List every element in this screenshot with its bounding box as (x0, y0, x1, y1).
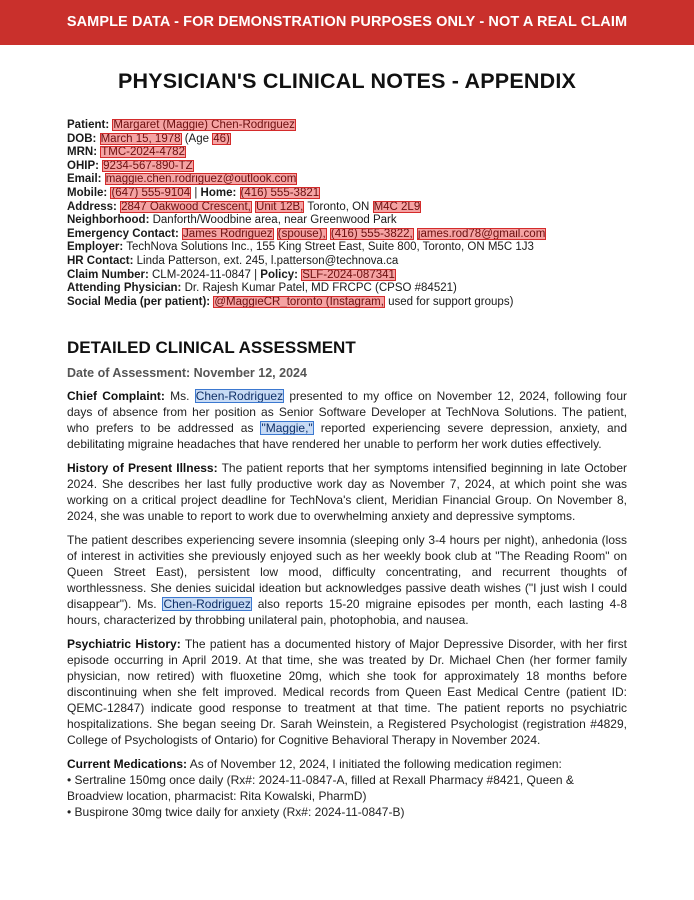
separator: | (254, 268, 258, 281)
redacted-patient-name: Margaret (Maggie) Chen-Rodriguez (113, 119, 295, 131)
mrn-label: MRN: (67, 146, 98, 159)
separator: | (194, 186, 198, 199)
medication-item: • Sertraline 150mg once daily (Rx#: 2024-11-0847-A, filled at Rexall Pharmacy #8421, Queen & Broadview location, pharmacist: Rita Kowalski, PharmD) (67, 773, 574, 804)
redacted-postal-code: M4C 2L9 (373, 200, 421, 213)
redacted-policy: SLF-2024-087341 (302, 268, 395, 281)
patient-label: Patient: (67, 119, 110, 131)
hr-label: HR Contact: (67, 254, 134, 267)
assessment-date: Date of Assessment: November 12, 2024 (67, 366, 307, 381)
home-label: Home: (200, 186, 237, 199)
mrn-row (67, 146, 627, 160)
email-row (67, 173, 627, 187)
age-prefix: (Age (184, 132, 210, 145)
claim-row (67, 269, 627, 283)
redacted-mrn: TMC-2024-4782 (101, 146, 185, 159)
redacted-dob: March 15, 1978 (100, 132, 181, 145)
text: also reports 15-20 migraine episodes per month, each lasting 4-8 hours, characterized by throbbing unilateral pain, photophobia, and nausea. (67, 597, 627, 628)
medications-label: Current Medications: (67, 757, 188, 772)
address-label: Address: (67, 200, 117, 213)
document-page (0, 69, 694, 820)
psychiatric-history-label: Psychiatric History: (67, 637, 181, 652)
social-suffix: used for support groups) (388, 295, 514, 308)
text: reported experiencing severe depression, anxiety, and debilitating migraine headaches that have rendered her unable to perform her work duties effectively. (67, 421, 628, 452)
text: The patient reports that her symptoms intensified beginning in late October 2024. She describes her last fully productive work day as November 7, 2024, at which point she was working on a critical project deadline for TechNova's client, Meridian Financial Group. On November 8, 2024, she was unable to report to work due to overwhelming anxiety and depressive symptoms. (67, 461, 628, 524)
ohip-label: OHIP: (67, 159, 99, 172)
redacted-mobile: (647) 555-9104 (111, 186, 191, 199)
symptoms-paragraph (67, 532, 627, 628)
city: Toronto, ON (307, 200, 370, 213)
employer-value: TechNova Solutions Inc., 155 King Street East, Suite 800, Toronto, ON M5C 1J3 (126, 241, 534, 254)
neighborhood-row (67, 214, 627, 228)
attending-label: Attending Physician: (67, 282, 182, 295)
patient-row (67, 119, 627, 133)
chief-complaint-paragraph (67, 388, 627, 452)
neighborhood-value: Danforth/Woodbine area, near Greenwood Park (152, 214, 397, 227)
document-title: PHYSICIAN'S CLINICAL NOTES - APPENDIX (117, 69, 577, 93)
hr-contact-row (67, 255, 627, 269)
redacted-ohip: 9234-567-890-TZ (103, 159, 193, 172)
hpi-paragraph (67, 460, 627, 524)
text: presented to my office on November 12, 2024, following four days of absence from her position as Senior Software Developer at TechNova Solutions. The patient, who prefers to be addressed as (67, 389, 627, 436)
text: The patient has a documented history of Major Depressive Disorder, with her first episode occurring in April 2019. At that time, she was treated by Dr. Michael Chen (her former family physician, now retired) with fluoxetine 20mg, which she took for approximately 18 months before discontinuing when she felt improved. Medical records from Queen East Medical Centre (patient ID: QEMC-12847) indicate good response to treatment at that time. The patient reports no psychiatric hospitalizations. She began seeing Dr. Sarah Weinstein, a Registered Psychologist (registration #4829, College of Psychologists of Ontario) for Cognitive Behavioral Therapy in November 2024. (67, 637, 627, 748)
text: The patient describes experiencing severe insomnia (sleeping only 3-4 hours per night), anhedonia (loss of interest in activities she previously enjoyed such as her weekly book club at "The Reading Room" on Queen Street East), persistent low mood, difficulty concentrating, and recurrent thoughts of worthlessness. She denies suicidal ideation but acknowledges passive death wishes ("I just wish I could disappear"). Ms. (67, 533, 627, 612)
emergency-label: Emergency Contact: (67, 227, 179, 240)
social-label: Social Media (per patient): (67, 295, 211, 308)
redacted-ec-phone: (416) 555-3822, (330, 227, 413, 240)
phone-row (67, 187, 627, 201)
redacted-street: 2847 Oakwood Crescent, (121, 200, 251, 213)
hr-value: Linda Patterson, ext. 245, l.patterson@technova.ca (136, 254, 399, 267)
dob-row (67, 133, 627, 147)
social-media-row (67, 296, 627, 310)
medication-item: • Buspirone 30mg twice daily for anxiety (Rx#: 2024-11-0847-B) (67, 805, 405, 820)
text: Ms. (170, 389, 190, 404)
email-label: Email: (67, 173, 102, 186)
highlighted-nickname: "Maggie," (261, 421, 313, 436)
attending-value: Dr. Rajesh Kumar Patel, MD FRCPC (CPSO #84521) (184, 282, 457, 295)
chief-complaint-label: Chief Complaint: (67, 389, 165, 404)
redacted-ec-name: James Rodriguez (183, 227, 273, 240)
neighborhood-label: Neighborhood: (67, 214, 150, 227)
employer-label: Employer: (67, 241, 124, 254)
redacted-ec-relation: (spouse), (277, 227, 326, 240)
patient-info-block (67, 119, 627, 309)
ohip-row (67, 160, 627, 174)
policy-label: Policy: (260, 268, 298, 281)
redacted-age: 46) (213, 132, 230, 145)
redacted-ec-email: james.rod78@gmail.com (417, 227, 546, 240)
psychiatric-history-paragraph (67, 636, 627, 748)
medications-paragraph (67, 756, 627, 772)
mobile-label: Mobile: (67, 186, 108, 199)
redacted-email: maggie.chen.rodriguez@outlook.com (105, 173, 297, 186)
text: As of November 12, 2024, I initiated the following medication regimen: (189, 757, 562, 772)
emergency-contact-row (67, 228, 627, 242)
address-row (67, 201, 627, 215)
section-heading: DETAILED CLINICAL ASSESSMENT (67, 338, 356, 358)
redacted-home-phone: (416) 555-3821 (240, 186, 320, 199)
claim-value: CLM-2024-11-0847 (152, 268, 251, 281)
highlighted-name: Chen-Rodriguez (163, 597, 251, 612)
sample-data-banner: SAMPLE DATA - FOR DEMONSTRATION PURPOSES ONLY - NOT A REAL CLAIM (0, 0, 694, 45)
highlighted-name: Chen-Rodriguez (195, 389, 284, 404)
redacted-unit: Unit 12B, (256, 200, 304, 213)
claim-label: Claim Number: (67, 268, 149, 281)
hpi-label: History of Present Illness: (67, 461, 218, 476)
dob-label: DOB: (67, 132, 97, 145)
redacted-social-handle: @MaggieCR_toronto (Instagram, (214, 295, 384, 308)
attending-row (67, 282, 627, 296)
employer-row (67, 241, 627, 255)
